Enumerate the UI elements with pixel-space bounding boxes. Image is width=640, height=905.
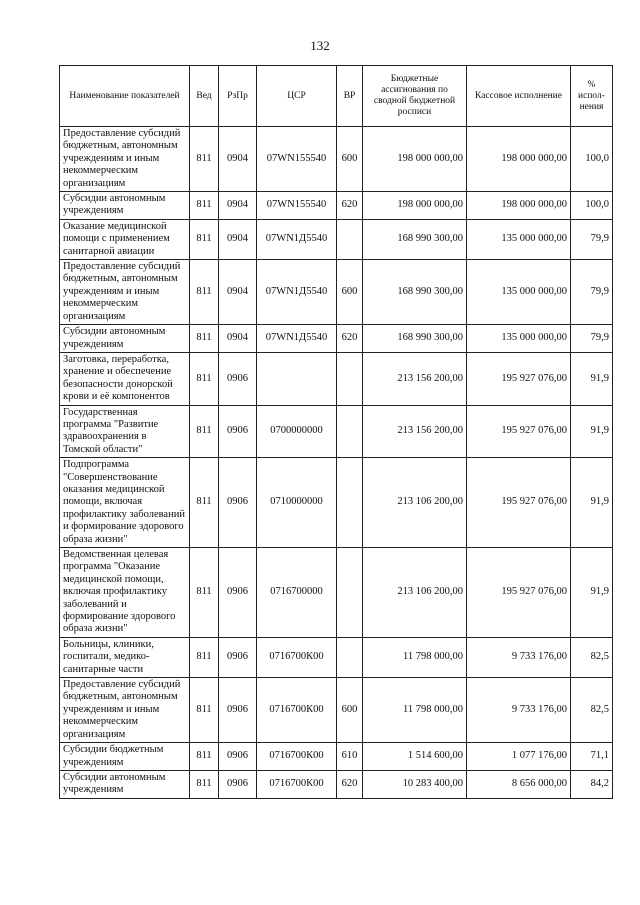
cash-cell: 195 927 076,00 (467, 458, 571, 548)
row-name-cell: Предоставление субсидий бюджетным, автономным учреждениям и иным некоммерческим организациям (60, 678, 190, 743)
table-row (60, 127, 613, 192)
rzpr-cell: 0906 (219, 405, 257, 458)
percent-cell: 100,0 (571, 192, 613, 220)
budget-cell: 213 156 200,00 (363, 405, 467, 458)
ved-cell: 811 (190, 405, 219, 458)
percent-cell: 82,5 (571, 678, 613, 743)
budget-cell: 1 514 600,00 (363, 743, 467, 771)
csr-cell: 0716700000 (257, 548, 337, 638)
ved-cell: 811 (190, 743, 219, 771)
ved-cell: 811 (190, 219, 219, 259)
cash-cell: 135 000 000,00 (467, 260, 571, 325)
rzpr-cell: 0906 (219, 770, 257, 798)
vr-cell (337, 219, 363, 259)
budget-cell: 213 156 200,00 (363, 352, 467, 405)
row-name-cell: Больницы, клиники, госпитали, медико-санитарные части (60, 637, 190, 677)
col-header-cash: Кассовое исполнение (467, 66, 571, 127)
rzpr-cell: 0904 (219, 127, 257, 192)
table-row (60, 325, 613, 353)
csr-cell: 0716700К00 (257, 770, 337, 798)
col-header-percent: % испол-нения (571, 66, 613, 127)
table-row (60, 260, 613, 325)
vr-cell: 620 (337, 770, 363, 798)
col-header-budget: Бюджетные ассигнования по сводной бюджетной росписи (363, 66, 467, 127)
table-header-row (60, 66, 613, 127)
vr-cell: 620 (337, 192, 363, 220)
cash-cell: 195 927 076,00 (467, 548, 571, 638)
vr-cell: 600 (337, 260, 363, 325)
ved-cell: 811 (190, 352, 219, 405)
rzpr-cell: 0906 (219, 458, 257, 548)
row-name-cell: Субсидии автономным учреждениям (60, 770, 190, 798)
percent-cell: 79,9 (571, 325, 613, 353)
cash-cell: 9 733 176,00 (467, 637, 571, 677)
ved-cell: 811 (190, 325, 219, 353)
rzpr-cell: 0904 (219, 192, 257, 220)
rzpr-cell: 0904 (219, 260, 257, 325)
table-row (60, 637, 613, 677)
percent-cell: 91,9 (571, 352, 613, 405)
ved-cell: 811 (190, 678, 219, 743)
cash-cell: 8 656 000,00 (467, 770, 571, 798)
vr-cell: 610 (337, 743, 363, 771)
ved-cell: 811 (190, 458, 219, 548)
csr-cell: 07WN155540 (257, 192, 337, 220)
budget-cell: 213 106 200,00 (363, 458, 467, 548)
percent-cell: 91,9 (571, 405, 613, 458)
cash-cell: 135 000 000,00 (467, 219, 571, 259)
vr-cell (337, 458, 363, 548)
col-header-csr: ЦСР (257, 66, 337, 127)
rzpr-cell: 0906 (219, 352, 257, 405)
budget-cell: 11 798 000,00 (363, 678, 467, 743)
ved-cell: 811 (190, 192, 219, 220)
table-row (60, 743, 613, 771)
table-row (60, 548, 613, 638)
rzpr-cell: 0906 (219, 743, 257, 771)
csr-cell: 0716700К00 (257, 678, 337, 743)
page-number: 132 (310, 38, 330, 53)
budget-cell: 168 990 300,00 (363, 260, 467, 325)
row-name-cell: Оказание медицинской помощи с применением санитарной авиации (60, 219, 190, 259)
rzpr-cell: 0904 (219, 219, 257, 259)
vr-cell (337, 405, 363, 458)
ved-cell: 811 (190, 260, 219, 325)
rzpr-cell: 0906 (219, 678, 257, 743)
percent-cell: 79,9 (571, 260, 613, 325)
csr-cell: 07WN1Д5540 (257, 325, 337, 353)
col-header-rzpr: РзПр (219, 66, 257, 127)
vr-cell: 600 (337, 127, 363, 192)
rzpr-cell: 0906 (219, 548, 257, 638)
row-name-cell: Заготовка, переработка, хранение и обеспечение безопасности донорской крови и её компонентов (60, 352, 190, 405)
percent-cell: 91,9 (571, 458, 613, 548)
csr-cell: 0716700К00 (257, 743, 337, 771)
percent-cell: 84,2 (571, 770, 613, 798)
csr-cell: 0710000000 (257, 458, 337, 548)
row-name-cell: Государственная программа "Развитие здравоохранения в Томской области" (60, 405, 190, 458)
budget-cell: 198 000 000,00 (363, 192, 467, 220)
budget-cell: 11 798 000,00 (363, 637, 467, 677)
cash-cell: 195 927 076,00 (467, 352, 571, 405)
percent-cell: 100,0 (571, 127, 613, 192)
row-name-cell: Ведомственная целевая программа "Оказание медицинской помощи, включая профилактику заболеваний и формирование здорового образа жизни" (60, 548, 190, 638)
rzpr-cell: 0906 (219, 637, 257, 677)
csr-cell: 0700000000 (257, 405, 337, 458)
row-name-cell: Предоставление субсидий бюджетным, автономным учреждениям и иным некоммерческим организациям (60, 260, 190, 325)
ved-cell: 811 (190, 548, 219, 638)
table-row (60, 678, 613, 743)
percent-cell: 71,1 (571, 743, 613, 771)
table-row (60, 219, 613, 259)
ved-cell: 811 (190, 770, 219, 798)
budget-execution-table (59, 65, 613, 799)
table-row (60, 405, 613, 458)
csr-cell: 07WN1Д5540 (257, 260, 337, 325)
vr-cell (337, 548, 363, 638)
vr-cell: 600 (337, 678, 363, 743)
budget-cell: 168 990 300,00 (363, 219, 467, 259)
percent-cell: 82,5 (571, 637, 613, 677)
ved-cell: 811 (190, 637, 219, 677)
ved-cell: 811 (190, 127, 219, 192)
cash-cell: 9 733 176,00 (467, 678, 571, 743)
row-name-cell: Субсидии автономным учреждениям (60, 325, 190, 353)
row-name-cell: Субсидии бюджетным учреждениям (60, 743, 190, 771)
row-name-cell: Подпрограмма "Совершенствование оказания медицинской помощи, включая профилактику заболеваний и формирование здорового образа жизни" (60, 458, 190, 548)
col-header-name: Наименование показателей (60, 66, 190, 127)
col-header-vr: ВР (337, 66, 363, 127)
budget-cell: 168 990 300,00 (363, 325, 467, 353)
cash-cell: 195 927 076,00 (467, 405, 571, 458)
cash-cell: 198 000 000,00 (467, 192, 571, 220)
vr-cell: 620 (337, 325, 363, 353)
percent-cell: 91,9 (571, 548, 613, 638)
vr-cell (337, 352, 363, 405)
col-header-ved: Вед (190, 66, 219, 127)
row-name-cell: Субсидии автономным учреждениям (60, 192, 190, 220)
table-row (60, 352, 613, 405)
budget-cell: 10 283 400,00 (363, 770, 467, 798)
table-row (60, 770, 613, 798)
csr-cell: 0716700К00 (257, 637, 337, 677)
cash-cell: 135 000 000,00 (467, 325, 571, 353)
csr-cell (257, 352, 337, 405)
csr-cell: 07WN155540 (257, 127, 337, 192)
budget-cell: 213 106 200,00 (363, 548, 467, 638)
table-row (60, 458, 613, 548)
budget-cell: 198 000 000,00 (363, 127, 467, 192)
cash-cell: 198 000 000,00 (467, 127, 571, 192)
vr-cell (337, 637, 363, 677)
table-row (60, 192, 613, 220)
csr-cell: 07WN1Д5540 (257, 219, 337, 259)
cash-cell: 1 077 176,00 (467, 743, 571, 771)
percent-cell: 79,9 (571, 219, 613, 259)
rzpr-cell: 0904 (219, 325, 257, 353)
row-name-cell: Предоставление субсидий бюджетным, автономным учреждениям и иным некоммерческим организациям (60, 127, 190, 192)
